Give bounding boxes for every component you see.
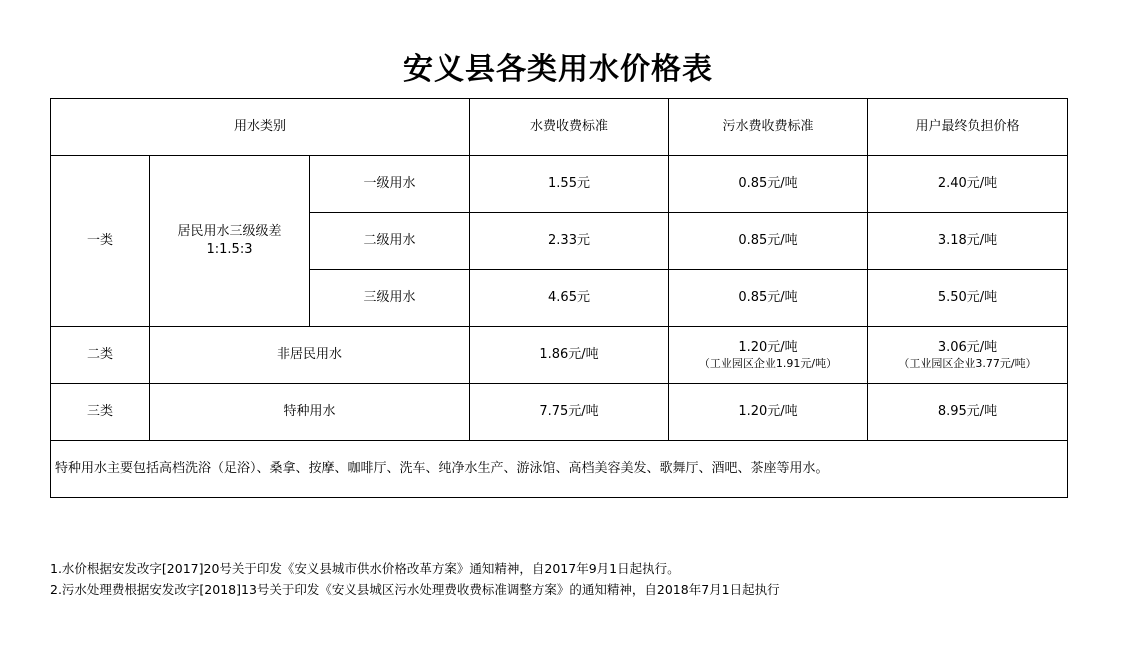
water-price-table (50, 98, 1068, 498)
table-row (51, 327, 1068, 384)
water-fee-cell: 4.65元 (470, 270, 669, 327)
sewage-fee-value: 1.20元/吨 (738, 340, 798, 355)
water-fee-cell: 1.86元/吨 (470, 327, 669, 384)
class1-group-line1: 居民用水三级级差 (177, 224, 282, 239)
class1-group (150, 156, 310, 327)
page-title: 安义县各类用水价格表 (403, 52, 713, 87)
footnote-item: 1.水价根据安发改字[2017]20号关于印发《安义县城市供水价格改革方案》通知精神，自2017年9月1日起执行。 (50, 561, 680, 576)
final-price-note: （工业园区企业3.77元/吨） (898, 357, 1037, 370)
final-price-cell: 5.50元/吨 (868, 270, 1068, 327)
special-water-note: 特种用水主要包括高档洗浴（足浴）、桑拿、按摩、咖啡厅、洗车、纯净水生产、游泳馆、高档美容美发、歌舞厅、酒吧、茶座等用水。 (51, 441, 1068, 498)
class2-name: 非居民用水 (150, 327, 470, 384)
tier-label: 三级用水 (310, 270, 470, 327)
class3-name: 特种用水 (150, 384, 470, 441)
final-price-cell (868, 327, 1068, 384)
final-price-cell: 2.40元/吨 (868, 156, 1068, 213)
sewage-fee-cell (669, 327, 868, 384)
footnote-item: 2.污水处理费根据安发改字[2018]13号关于印发《安义县城区污水处理费收费标准调整方案》的通知精神，自2018年7月1日起执行 (50, 582, 780, 597)
water-fee-cell: 1.55元 (470, 156, 669, 213)
sewage-fee-cell: 1.20元/吨 (669, 384, 868, 441)
sewage-fee-cell: 0.85元/吨 (669, 213, 868, 270)
table-row (51, 156, 1068, 213)
footnotes (50, 558, 780, 600)
final-price-cell: 3.18元/吨 (868, 213, 1068, 270)
sewage-fee-note: （工业园区企业1.91元/吨） (698, 357, 838, 370)
note-row (51, 441, 1068, 498)
sewage-fee-cell: 0.85元/吨 (669, 156, 868, 213)
header-category: 用水类别 (51, 99, 470, 156)
header-water-fee: 水费收费标准 (470, 99, 669, 156)
final-price-cell: 8.95元/吨 (868, 384, 1068, 441)
header-row (51, 99, 1068, 156)
water-fee-cell: 2.33元 (470, 213, 669, 270)
final-price-value: 3.06元/吨 (937, 340, 998, 355)
header-final-price: 用户最终负担价格 (868, 99, 1068, 156)
class2-label: 二类 (51, 327, 150, 384)
class3-label: 三类 (51, 384, 150, 441)
tier-label: 二级用水 (310, 213, 470, 270)
header-sewage-fee: 污水费收费标准 (669, 99, 868, 156)
class1-label: 一类 (51, 156, 150, 327)
sewage-fee-cell: 0.85元/吨 (669, 270, 868, 327)
table-row (51, 384, 1068, 441)
class1-group-line2: 1:1.5:3 (206, 242, 253, 257)
water-fee-cell: 7.75元/吨 (470, 384, 669, 441)
tier-label: 一级用水 (310, 156, 470, 213)
